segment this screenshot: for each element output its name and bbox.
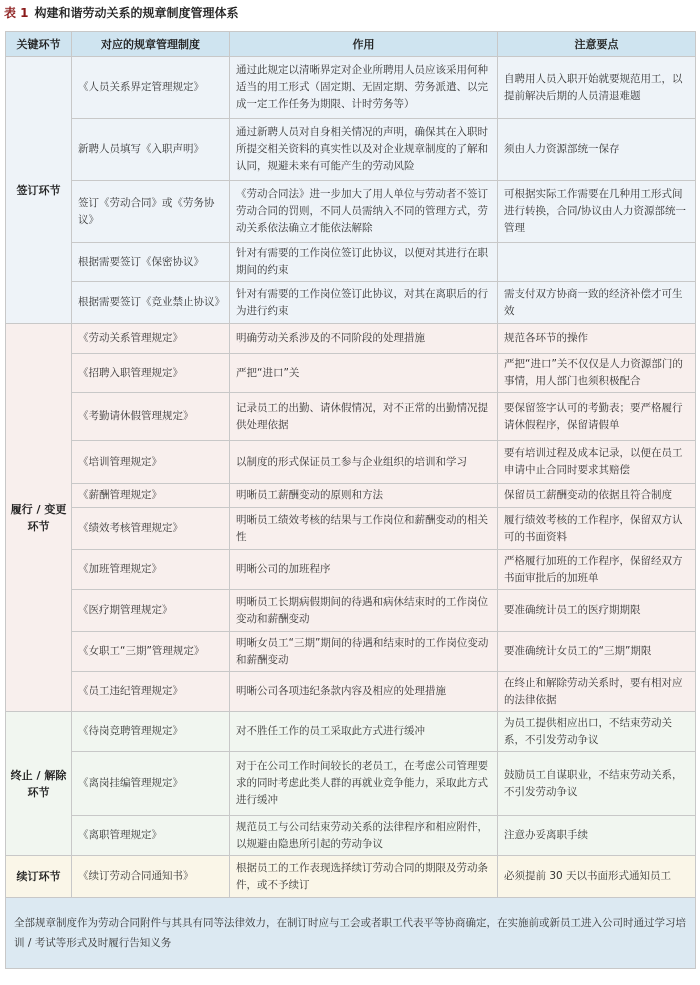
role-cell: 记录员工的出勤、请休假情况，对不正常的出勤情况提供处理依据 [230,393,498,441]
note-cell: 履行绩效考核的工作程序，保留双方认可的书面资料 [498,508,696,550]
footer-note: 全部规章制度作为劳动合同附件与其具有同等法律效力，在制订时应与工会或者职工代表平等协商确定，在实施前或新员工进入公司时通过学习培训 / 考试等形式及时履行告知义务 [6,898,696,969]
table-caption [4,4,239,22]
system-cell: 根据需要签订《竞业禁止协议》 [72,282,230,324]
table-row [6,393,696,441]
role-cell: 明晰员工薪酬变动的原则和方法 [230,484,498,508]
note-cell: 鼓励员工自谋职业，不结束劳动关系，不引发劳动争议 [498,752,696,816]
table-row [6,550,696,590]
role-cell: 对于在公司工作时间较长的老员工，在考虑公司管理要求的同时考虑此类人群的再就业竞争能力，采取此方式进行缓冲 [230,752,498,816]
table-row [6,441,696,484]
rules-table [5,31,696,969]
table-row [6,57,696,119]
system-cell: 《续订劳动合同通知书》 [72,856,230,898]
role-cell: 针对有需要的工作岗位签订此协议，以便对其进行在职期间的约束 [230,243,498,282]
role-cell: 通过此规定以清晰界定对企业所聘用人员应该采用何种适当的用工形式（固定期、无固定期、劳务派遣、以完成一定工作任务为期限、计时劳务等） [230,57,498,119]
table-row [6,354,696,393]
table-row [6,816,696,856]
role-cell: 通过新聘人员对自身相关情况的声明，确保其在入职时所提交相关资料的真实性以及对企业规章制度的了解和认同，规避未来有可能产生的劳动风险 [230,119,498,181]
table-row [6,856,696,898]
note-cell: 在终止和解除劳动关系时，要有相对应的法律依据 [498,672,696,712]
phase-cell: 履行 / 变更环节 [6,324,72,712]
header-row [6,32,696,57]
caption-title: 构建和谐劳动关系的规章制度管理体系 [34,6,239,20]
table-row [6,590,696,632]
phase-cell: 续订环节 [6,856,72,898]
role-cell: 针对有需要的工作岗位签订此协议，对其在离职后的行为进行约束 [230,282,498,324]
table-row [6,752,696,816]
footer-row [6,898,696,969]
system-cell: 《培训管理规定》 [72,441,230,484]
system-cell: 《女职工“三期”管理规定》 [72,632,230,672]
system-cell: 《考勤请休假管理规定》 [72,393,230,441]
role-cell: 明晰员工绩效考核的结果与工作岗位和薪酬变动的相关性 [230,508,498,550]
note-cell: 为员工提供相应出口，不结束劳动关系，不引发劳动争议 [498,712,696,752]
system-cell: 《人员关系界定管理规定》 [72,57,230,119]
note-cell: 严格履行加班的工作程序，保留经双方书面审批后的加班单 [498,550,696,590]
role-cell: 明确劳动关系涉及的不同阶段的处理措施 [230,324,498,354]
role-cell: 以制度的形式保证员工参与企业组织的培训和学习 [230,441,498,484]
system-cell: 《医疗期管理规定》 [72,590,230,632]
note-cell: 要准确统计员工的医疗期期限 [498,590,696,632]
table-row [6,712,696,752]
table-row [6,324,696,354]
system-cell: 签订《劳动合同》或《劳务协议》 [72,181,230,243]
table-row [6,181,696,243]
note-cell: 要有培训过程及成本记录，以便在员工申请中止合同时要求其赔偿 [498,441,696,484]
caption-label: 表 1 [4,6,29,20]
table-row [6,282,696,324]
note-cell: 必须提前 30 天以书面形式通知员工 [498,856,696,898]
system-cell: 新聘人员填写《入职声明》 [72,119,230,181]
header-note: 注意要点 [498,32,696,57]
table-row [6,243,696,282]
header-role: 作用 [230,32,498,57]
role-cell: 明晰公司各项违纪条款内容及相应的处理措施 [230,672,498,712]
system-cell: 《薪酬管理规定》 [72,484,230,508]
note-cell: 要保留签字认可的考勤表；要严格履行请休假程序，保留请假单 [498,393,696,441]
note-cell: 注意办妥离职手续 [498,816,696,856]
note-cell [498,243,696,282]
role-cell: 对不胜任工作的员工采取此方式进行缓冲 [230,712,498,752]
role-cell: 规范员工与公司结束劳动关系的法律程序和相应附件，以规避由隐患所引起的劳动争议 [230,816,498,856]
table-row [6,119,696,181]
system-cell: 根据需要签订《保密协议》 [72,243,230,282]
table-row [6,672,696,712]
system-cell: 《劳动关系管理规定》 [72,324,230,354]
system-cell: 《离岗挂编管理规定》 [72,752,230,816]
note-cell: 自聘用人员入职开始就要规范用工，以提前解决后期的人员清退难题 [498,57,696,119]
role-cell: 明晰女员工“三期”期间的待遇和结束时的工作岗位变动和薪酬变动 [230,632,498,672]
header-phase: 关键环节 [6,32,72,57]
note-cell: 严把“进口”关不仅仅是人力资源部门的事情，用人部门也须积极配合 [498,354,696,393]
system-cell: 《待岗竞聘管理规定》 [72,712,230,752]
role-cell: 明晰员工长期病假期间的待遇和病休结束时的工作岗位变动和薪酬变动 [230,590,498,632]
system-cell: 《绩效考核管理规定》 [72,508,230,550]
phase-cell: 签订环节 [6,57,72,324]
role-cell: 明晰公司的加班程序 [230,550,498,590]
table-row [6,632,696,672]
system-cell: 《加班管理规定》 [72,550,230,590]
role-cell: 严把“进口”关 [230,354,498,393]
note-cell: 规范各环节的操作 [498,324,696,354]
note-cell: 保留员工薪酬变动的依据且符合制度 [498,484,696,508]
role-cell: 《劳动合同法》进一步加大了用人单位与劳动者不签订劳动合同的罚则，不同人员需纳入不同的管理方式，劳动关系依法确立才能依法解除 [230,181,498,243]
table-body [6,57,696,898]
note-cell: 要准确统计女员工的“三期”期限 [498,632,696,672]
phase-cell: 终止 / 解除环节 [6,712,72,856]
header-system: 对应的规章管理制度 [72,32,230,57]
table-row [6,508,696,550]
system-cell: 《员工违纪管理规定》 [72,672,230,712]
system-cell: 《招聘入职管理规定》 [72,354,230,393]
note-cell: 可根据实际工作需要在几种用工形式间进行转换，合同/协议由人力资源部统一管理 [498,181,696,243]
note-cell: 须由人力资源部统一保存 [498,119,696,181]
role-cell: 根据员工的工作表现选择续订劳动合同的期限及劳动条件，或不予续订 [230,856,498,898]
table-row [6,484,696,508]
system-cell: 《离职管理规定》 [72,816,230,856]
note-cell: 需支付双方协商一致的经济补偿才可生效 [498,282,696,324]
